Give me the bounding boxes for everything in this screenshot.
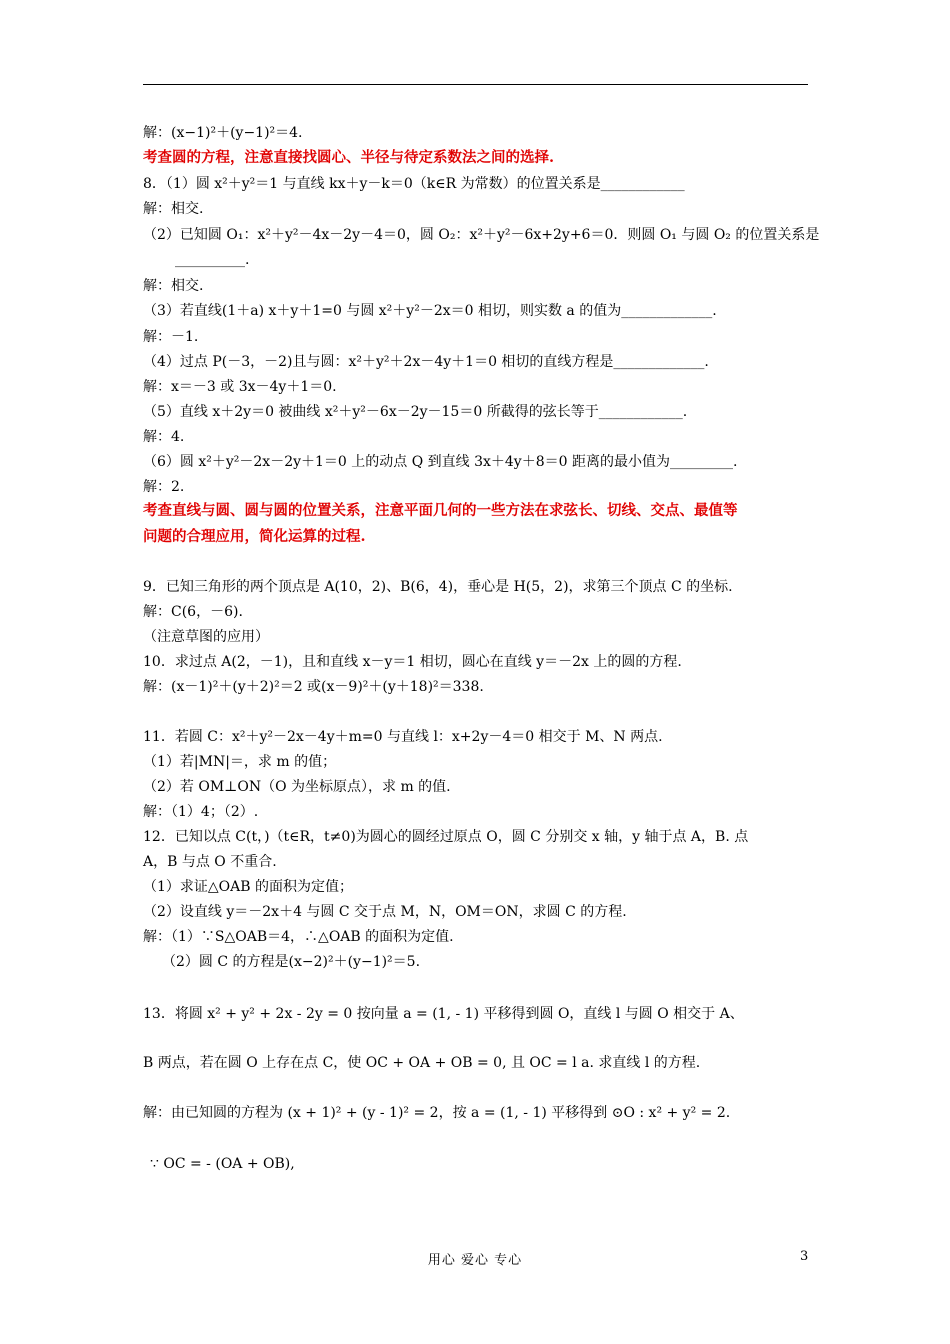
problem-9: 9．已知三角形的两个顶点是 A(10，2)、B(6，4)，垂心是 H(5，2)，求第三个顶点 C 的坐标. (143, 579, 733, 595)
problem-8-6: （6）圆 x²＋y²－2x－2y＋1＝0 上的动点 Q 到直线 3x＋4y＋8＝0 距离的最小值为_________. (143, 454, 738, 470)
highlight-note: 考查圆的方程，注意直接找圆心、半径与待定系数法之间的选择. (143, 149, 555, 166)
answer-line: 解：C(6，－6). (143, 604, 243, 620)
highlight-note: 问题的合理应用，简化运算的过程. (143, 528, 366, 545)
problem-8-2: （2）已知圆 O₁：x²＋y²－4x－2y－4＝0，圆 O₂：x²＋y²－6x+2y+6＝0．则圆 O₁ 与圆 O₂ 的位置关系是 (143, 227, 820, 243)
answer-line: 解：（1）∵S△OAB＝4，∴△OAB 的面积为定值. (143, 929, 454, 945)
note-line: （注意草图的应用） (143, 629, 269, 645)
page-footer: 用心 爱心 专心 (427, 1253, 523, 1268)
answer-line: 解：相交. (143, 278, 204, 294)
problem-11-2: （2）若 OM⊥ON（O 为坐标原点），求 m 的值. (143, 779, 451, 795)
answer-line: 解：－1. (143, 329, 199, 345)
problem-11: 11．若圆 C：x²＋y²－2x－4y＋m=0 与直线 l：x+2y－4＝0 相交于 M、N 两点. (143, 729, 663, 745)
answer-line: 解：（1）4；（2）. (143, 804, 259, 820)
answer-line: 解：(x－1)²＋(y＋2)²＝2 或(x－9)²＋(y＋18)²＝338. (143, 679, 484, 695)
problem-8-5: （5）直线 x＋2y＝0 被曲线 x²＋y²－6x－2y－15＝0 所截得的弦长等于____________. (143, 404, 688, 420)
answer-line: 解：由已知圆的方程为 (x + 1)² + (y - 1)² = 2，按 a = (1, - 1) 平移得到 ⊙O : x² + y² = 2. (143, 1105, 731, 1121)
problem-10: 10．求过点 A(2，－1)，且和直线 x－y＝1 相切，圆心在直线 y＝－2x 上的圆的方程. (143, 654, 682, 670)
answer-line: 解：4. (143, 429, 185, 445)
problem-8-1: 8．（1）圆 x²＋y²＝1 与直线 kx＋y－k＝0（k∈R 为常数）的位置关系是____________ (143, 176, 685, 192)
problem-8-3: （3）若直线(1＋a) x＋y＋1=0 与圆 x²＋y²－2x＝0 相切，则实数 a 的值为_____________. (143, 303, 717, 319)
problem-8-4: （4）过点 P(－3，－2)且与圆：x²＋y²＋2x－4y＋1＝0 相切的直线方程是_____________. (143, 354, 709, 370)
answer-line: （2）圆 C 的方程是(x−2)²＋(y−1)²＝5. (162, 954, 421, 970)
page-number: 3 (800, 1249, 809, 1264)
answer-line: 解：2. (143, 479, 185, 495)
answer-line: 解：x＝－3 或 3x－4y＋1＝0. (143, 379, 337, 395)
problem-12-2: （2）设直线 y＝－2x＋4 与圆 C 交于点 M，N，OM＝ON，求圆 C 的方程. (143, 904, 627, 920)
problem-12: 12．已知以点 C(t，)（t∈R，t≠0)为圆心的圆经过原点 O，圆 C 分别交 x 轴，y 轴于点 A，B. 点 (143, 829, 749, 845)
problem-11-1: （1）若|MN|＝，求 m 的值； (143, 754, 337, 770)
blank-line: __________. (175, 252, 250, 268)
answer-line: 解：(x−1)²＋(y−1)²＝4. (143, 125, 303, 141)
problem-12-cont: A，B 与点 O 不重合. (143, 854, 277, 870)
highlight-note: 考查直线与圆、圆与圆的位置关系，注意平面几何的一些方法在求弦长、切线、交点、最值等 (143, 502, 738, 519)
problem-12-1: （1）求证△OAB 的面积为定值； (143, 879, 353, 895)
answer-line: 解：相交. (143, 201, 204, 217)
problem-13-cont: B 两点，若在圆 O 上存在点 C，使 OC + OA + OB = 0, 且 OC = l a. 求直线 l 的方程. (143, 1055, 701, 1071)
problem-13: 13．将圆 x² + y² + 2x - 2y = 0 按向量 a = (1, - 1) 平移得到圆 O，直线 l 与圆 O 相交于 A、 (143, 1006, 744, 1022)
derivation-line: ∵ OC = - (OA + OB), (150, 1156, 295, 1172)
header-rule (143, 84, 808, 85)
